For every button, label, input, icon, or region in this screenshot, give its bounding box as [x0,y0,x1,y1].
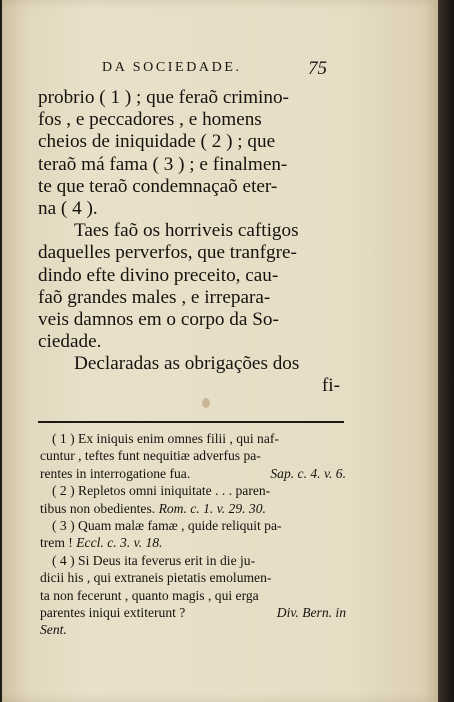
body-line [38,265,340,287]
footnote-text: rentes in interrogatione fua. [40,465,191,481]
footnote-text: ( 2 ) Repletos omni iniquitate . . . paren- [52,483,271,499]
body-line-text: veis damnos em o corpo da So- [38,308,279,330]
footnote-text: ( 3 ) Quam malæ famæ , quide reliquit pa- [52,517,282,533]
footnote-text: tibus non obedientes. [40,500,156,516]
footnote-line [40,621,346,638]
footnote-text: ta non fecerunt , quanto magis , qui erga [40,587,259,603]
footnote-citation: Rom. c. 1. v. 29. 30. [158,500,266,516]
footnote-line [40,465,346,482]
body-line-text: cheios de iniquidade ( 2 ) ; que [38,131,276,153]
page-header [102,58,327,84]
body-line-text: daquelles perverfos, que tranfgre- [38,242,297,264]
footnote-rule [38,421,344,423]
body-line-text: Declaradas as obrigações dos [74,353,300,375]
paragraph-start-line [38,353,340,375]
footnote-text: ( 1 ) Ex iniquis enim omnes filii , qui naf- [52,431,279,446]
footnote-line [40,569,346,586]
body-line [38,242,340,264]
footnote-citation: Div. Bern. in [276,604,346,620]
body-line [38,309,340,331]
body-line-text: ciedade. [38,331,102,353]
footnote-line [40,447,346,464]
body-text [38,87,340,398]
footnote-line [40,534,346,551]
running-head: DA SOCIEDADE. [102,60,242,75]
footnote-text: dicii his , qui extraneis pietatis emolumen- [40,570,272,586]
body-line-text: dindo efte divino preceito, cau- [38,264,279,286]
footnote-line [40,430,346,447]
footnote-citation: Sap. c. 4. v. 6. [270,465,346,481]
footnote-line [40,552,346,569]
catchword: fi- [321,375,340,397]
footnote-text: cuntur , teftes funt nequitiæ adverfus pa- [40,448,261,464]
body-line [38,131,340,153]
footnote-line [40,500,346,517]
book-edge [438,0,454,702]
paragraph-start-line [38,220,340,242]
catchword-line [38,375,340,397]
footnote-citation: Sent. [40,622,67,638]
body-line-text: Taes faõ os horriveis caftigos [74,220,299,242]
footnote-line [40,587,346,604]
body-line [38,154,340,176]
footnote-line [40,517,346,534]
body-line [38,287,340,309]
paper-stain [202,398,210,408]
footnote-text: parentes iniqui extiterunt ? [40,604,186,620]
body-line-text: na ( 4 ). [38,197,98,219]
page-sheet [2,0,438,702]
footnotes [40,430,346,639]
body-line-text: fos , e peccadores , e homens [38,109,262,131]
footnote-text: ( 4 ) Si Deus ita feverus erit in die ju- [52,552,256,568]
footnote-text: trem ! [40,535,73,551]
body-line [38,198,340,220]
page-number: 75 [308,58,327,79]
body-line-text: faõ grandes males , e irrepara- [38,286,271,308]
body-line-text: te que teraõ condemnaçaõ eter- [38,175,278,197]
footnote-line [40,482,346,499]
footnote-citation: Eccl. c. 3. v. 18. [76,535,163,551]
body-line-text: probrio ( 1 ) ; que feraõ crimino- [38,87,289,108]
body-line [38,109,340,131]
body-line [38,331,340,353]
body-line-text: teraõ má fama ( 3 ) ; e finalmen- [38,153,288,175]
body-line [38,176,340,198]
footnote-line [40,604,346,621]
body-line [38,87,340,109]
